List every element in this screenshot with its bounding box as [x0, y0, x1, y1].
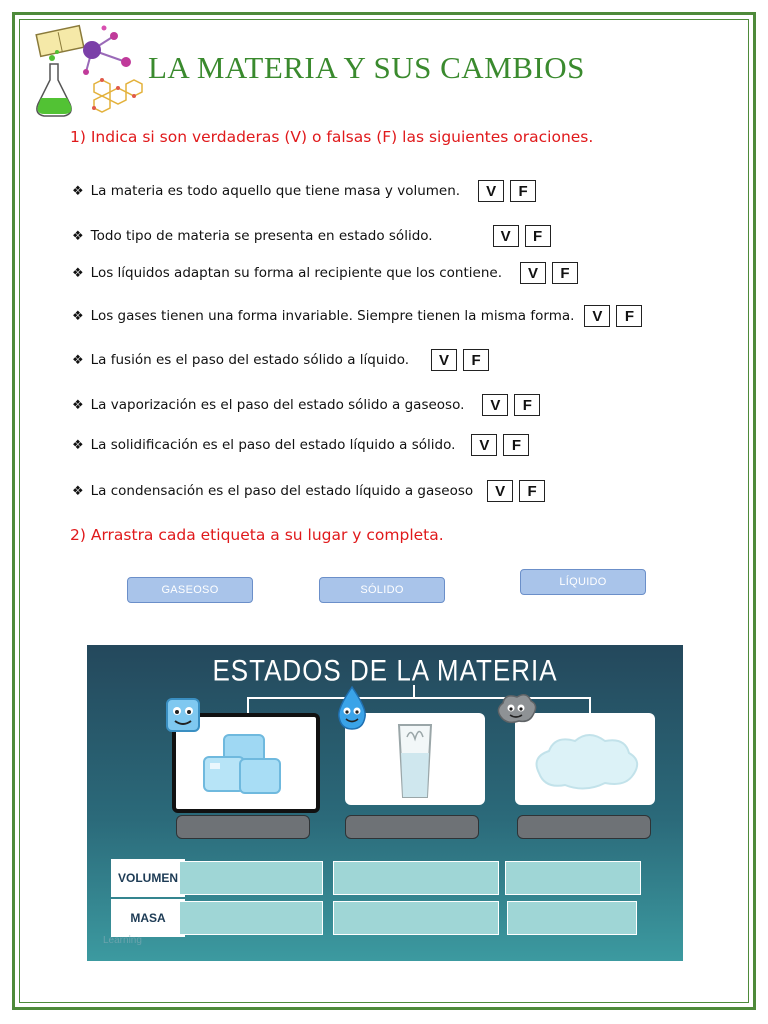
statement-row [72, 434, 529, 456]
false-box[interactable]: F [514, 394, 540, 416]
cell-masa-solid[interactable] [179, 901, 323, 935]
drop-slot-gas[interactable] [517, 815, 651, 839]
diamond-bullet-icon: ❖ [72, 437, 84, 453]
section-2-heading: 2) Arrastra cada etiqueta a su lugar y completa. [70, 526, 444, 544]
false-box[interactable]: F [525, 225, 551, 247]
cloud-character-icon [493, 691, 539, 727]
drop-slot-solid[interactable] [176, 815, 310, 839]
statement-row [72, 225, 551, 247]
false-box[interactable]: F [519, 480, 545, 502]
diamond-bullet-icon: ❖ [72, 265, 84, 281]
cell-masa-gas[interactable] [507, 901, 637, 935]
statement-text: La materia es todo aquello que tiene masa y volumen. [90, 183, 461, 199]
water-drop-character-icon [335, 685, 369, 731]
diamond-bullet-icon: ❖ [72, 228, 84, 244]
cell-volumen-liquid[interactable] [333, 861, 499, 895]
statement-row [72, 305, 642, 327]
connector-stem [413, 685, 415, 697]
cell-volumen-gas[interactable] [505, 861, 641, 895]
statement-text: Los gases tienen una forma invariable. Siempre tienen la misma forma. [90, 308, 575, 324]
true-box[interactable]: V [471, 434, 497, 456]
diamond-bullet-icon: ❖ [72, 308, 84, 324]
tag-gaseoso[interactable]: GASEOSO [127, 577, 253, 603]
true-box[interactable]: V [482, 394, 508, 416]
statement-row [72, 480, 545, 502]
true-box[interactable]: V [493, 225, 519, 247]
connector-line [247, 697, 591, 713]
true-box[interactable]: V [584, 305, 610, 327]
statement-text: Todo tipo de materia se presenta en estado sólido. [90, 228, 433, 244]
science-clipart-icon [30, 22, 150, 130]
true-box[interactable]: V [478, 180, 504, 202]
true-box[interactable]: V [487, 480, 513, 502]
false-box[interactable]: F [503, 434, 529, 456]
statement-row [72, 394, 540, 416]
statement-row [72, 262, 578, 284]
page-title: LA MATERIA Y SUS CAMBIOS [148, 50, 585, 85]
diamond-bullet-icon: ❖ [72, 352, 84, 368]
true-box[interactable]: V [520, 262, 546, 284]
statement-text: La condensación es el paso del estado líquido a gaseoso [90, 483, 474, 499]
panel-title: ESTADOS DE LA MATERIA [212, 652, 558, 688]
cell-masa-liquid[interactable] [333, 901, 499, 935]
diamond-bullet-icon: ❖ [72, 483, 84, 499]
false-box[interactable]: F [463, 349, 489, 371]
statement-text: La solidificación es el paso del estado líquido a sólido. [90, 437, 456, 453]
false-box[interactable]: F [552, 262, 578, 284]
diamond-bullet-icon: ❖ [72, 183, 84, 199]
statement-text: La fusión es el paso del estado sólido a líquido. [90, 352, 410, 368]
ice-cube-character-icon [163, 695, 203, 735]
row-label-volumen: VOLUMEN [111, 859, 185, 897]
cell-volumen-solid[interactable] [179, 861, 323, 895]
true-box[interactable]: V [431, 349, 457, 371]
states-of-matter-panel [87, 645, 683, 961]
row-label-masa: MASA [111, 899, 185, 937]
false-box[interactable]: F [510, 180, 536, 202]
statement-text: La vaporización es el paso del estado sólido a gaseoso. [90, 397, 465, 413]
drop-slot-liquid[interactable] [345, 815, 479, 839]
tag-liquido[interactable]: LÍQUIDO [520, 569, 646, 595]
statement-text: Los líquidos adaptan su forma al recipiente que los contiene. [90, 265, 502, 281]
properties-table [103, 857, 651, 941]
statement-row [72, 180, 536, 202]
brand-watermark: Learning [103, 935, 142, 946]
statement-row [72, 349, 489, 371]
section-1-heading: 1) Indica si son verdaderas (V) o falsas (F) las siguientes oraciones. [70, 128, 594, 146]
tag-solido[interactable]: SÓLIDO [319, 577, 445, 603]
false-box[interactable]: F [616, 305, 642, 327]
diamond-bullet-icon: ❖ [72, 397, 84, 413]
